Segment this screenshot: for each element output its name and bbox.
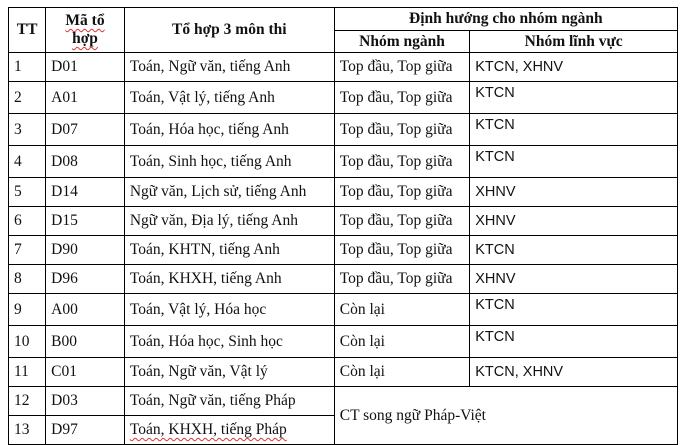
cell-field: KTCN	[470, 236, 678, 265]
cell-subjects: Toán, KHXH, tiếng Anh	[124, 265, 334, 294]
cell-group: Top đầu, Top giữa	[334, 265, 470, 294]
cell-group: Top đầu, Top giữa	[334, 114, 470, 146]
table-row	[9, 358, 678, 387]
cell-field: XHNV	[470, 265, 678, 294]
cell-field: KTCN, XHNV	[470, 53, 678, 82]
cell-subjects: Ngữ văn, Lịch sử, tiếng Anh	[124, 178, 334, 207]
cell-field: XHNV	[470, 178, 678, 207]
header-code-line1: Mã tổ	[65, 12, 105, 29]
table-row	[9, 82, 678, 114]
cell-subjects: Toán, Hóa học, tiếng Anh	[124, 114, 334, 146]
cell-code: B00	[46, 326, 125, 358]
table-row	[9, 387, 678, 416]
cell-code: D90	[46, 236, 125, 265]
cell-tt: 8	[9, 265, 46, 294]
cell-field: KTCN	[470, 326, 678, 358]
cell-tt: 13	[9, 416, 46, 445]
cell-code: C01	[46, 358, 125, 387]
table-row	[9, 114, 678, 146]
cell-subjects: Toán, Ngữ văn, Vật lý	[124, 358, 334, 387]
cell-tt: 4	[9, 146, 46, 178]
cell-code: A01	[46, 82, 125, 114]
cell-subjects-text: Toán, KHXH, tiếng Pháp	[129, 421, 287, 438]
cell-subjects: Toán, Vật lý, tiếng Anh	[124, 82, 334, 114]
cell-merged-orientation: CT song ngữ Pháp-Việt	[334, 387, 677, 445]
cell-code: D96	[46, 265, 125, 294]
cell-subjects: Toán, Ngữ văn, tiếng Anh	[124, 53, 334, 82]
cell-code: A00	[46, 294, 125, 326]
cell-group: Top đầu, Top giữa	[334, 53, 470, 82]
cell-subjects: Toán, Vật lý, Hóa học	[124, 294, 334, 326]
header-row	[9, 8, 678, 31]
cell-code: D97	[46, 416, 125, 445]
cell-group: Top đầu, Top giữa	[334, 82, 470, 114]
table-row	[9, 146, 678, 178]
cell-group: Còn lại	[334, 294, 470, 326]
cell-tt: 9	[9, 294, 46, 326]
cell-group: Top đầu, Top giữa	[334, 146, 470, 178]
header-field: Nhóm lĩnh vực	[470, 31, 678, 53]
header-code	[46, 8, 125, 53]
table-row	[9, 207, 678, 236]
cell-field: KTCN	[470, 82, 678, 114]
cell-field: KTCN	[470, 146, 678, 178]
header-orientation: Định hướng cho nhóm ngành	[334, 8, 677, 31]
cell-subjects: Toán, Hóa học, Sinh học	[124, 326, 334, 358]
cell-subjects	[124, 416, 334, 445]
cell-field: KTCN	[470, 294, 678, 326]
cell-code: D08	[46, 146, 125, 178]
cell-subjects: Ngữ văn, Địa lý, tiếng Anh	[124, 207, 334, 236]
cell-code: D15	[46, 207, 125, 236]
cell-tt: 10	[9, 326, 46, 358]
header-tt: TT	[9, 8, 46, 53]
exam-combination-table	[8, 7, 678, 445]
cell-code: D01	[46, 53, 125, 82]
cell-tt: 5	[9, 178, 46, 207]
table-row	[9, 236, 678, 265]
table-row	[9, 265, 678, 294]
cell-tt: 12	[9, 387, 46, 416]
cell-subjects: Toán, Ngữ văn, tiếng Pháp	[124, 387, 334, 416]
cell-tt: 1	[9, 53, 46, 82]
cell-group: Top đầu, Top giữa	[334, 207, 470, 236]
cell-code: D14	[46, 178, 125, 207]
cell-group: Còn lại	[334, 326, 470, 358]
cell-subjects: Toán, KHTN, tiếng Anh	[124, 236, 334, 265]
header-subjects: Tổ hợp 3 môn thi	[124, 8, 334, 53]
cell-subjects: Toán, Sinh học, tiếng Anh	[124, 146, 334, 178]
header-code-line2: hợp	[72, 30, 98, 47]
table-row	[9, 326, 678, 358]
cell-code: D07	[46, 114, 125, 146]
cell-group: Top đầu, Top giữa	[334, 178, 470, 207]
cell-tt: 2	[9, 82, 46, 114]
table-row	[9, 53, 678, 82]
table-row	[9, 294, 678, 326]
cell-tt: 11	[9, 358, 46, 387]
cell-tt: 7	[9, 236, 46, 265]
cell-group: Còn lại	[334, 358, 470, 387]
cell-code: D03	[46, 387, 125, 416]
cell-tt: 3	[9, 114, 46, 146]
header-group: Nhóm ngành	[334, 31, 470, 53]
cell-field: KTCN	[470, 114, 678, 146]
cell-group: Top đầu, Top giữa	[334, 236, 470, 265]
cell-field: XHNV	[470, 207, 678, 236]
table-row	[9, 178, 678, 207]
cell-tt: 6	[9, 207, 46, 236]
cell-field: KTCN, XHNV	[470, 358, 678, 387]
